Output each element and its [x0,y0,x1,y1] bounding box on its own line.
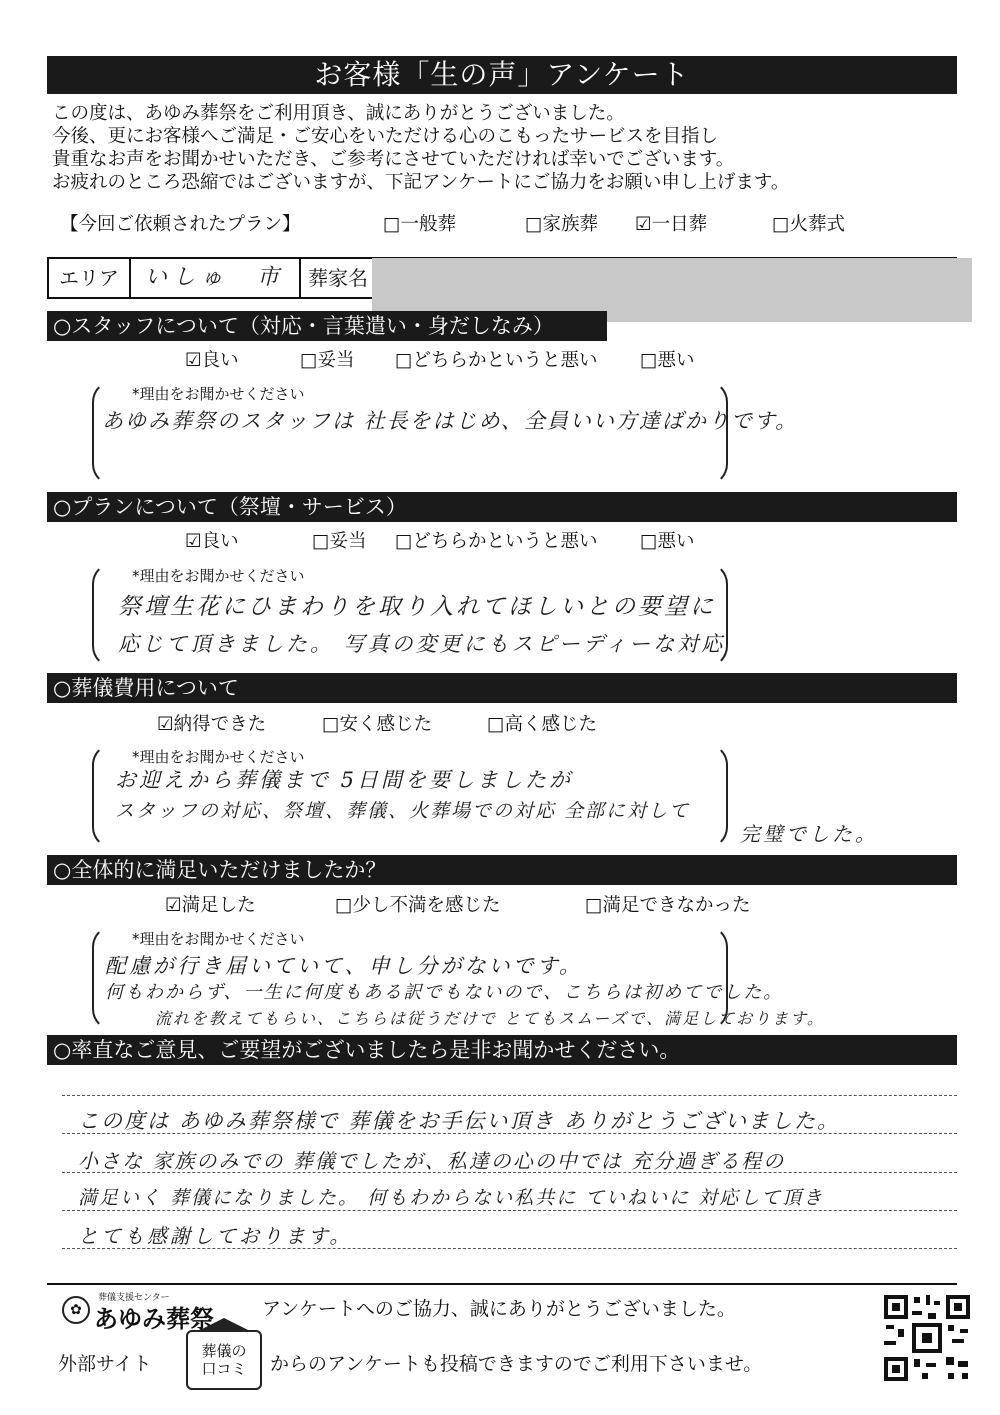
cost-answer-line[interactable]: 完璧でした。 [740,822,878,846]
intro-text [52,102,952,194]
plan-answer-line[interactable]: 祭壇生花にひまわりを取り入れてほしいとの要望に [118,594,716,620]
plan-selection [60,210,960,238]
kuchikomi-top: 葬儀の [201,1342,247,1360]
plan-label: 【今回ご依頼されたプラン】 [60,214,301,235]
section-heading-cost: ○葬儀費用について [47,673,957,703]
plan-reason-label: *理由をお聞かせください [132,567,305,585]
overall-option-satisfied[interactable]: ☑満足した [165,895,256,916]
plan-option-oneday[interactable]: ☑一日葬 [635,214,708,235]
staff-option-fair[interactable]: □妥当 [300,350,355,371]
overall-answer-line[interactable]: 何もわからず、一生に何度もある訳でもないので、こちらは初めてでした。 [105,982,784,1003]
overall-reason-label: *理由をお聞かせください [132,930,305,948]
external-site-text: からのアンケートも投稿できますのでご利用下さいませ。 [270,1353,763,1375]
logo-subtitle: 葬儀支援センター [98,1293,170,1303]
staff-option-good[interactable]: ☑良い [185,350,239,371]
plan-option-family[interactable]: □家族葬 [525,214,598,235]
opinion-answer-line[interactable]: とても感謝しております。 [78,1224,353,1248]
staff-option-somewhat-bad[interactable]: □どちらかというと悪い [395,350,598,371]
overall-answer-line[interactable]: 配慮が行き届いていて、申し分がないです。 [105,954,583,978]
opinion-rule [62,1095,957,1096]
area-label: エリア [49,259,131,297]
kuchikomi-logo[interactable] [186,1330,262,1390]
section-heading-overall: ○全体的に満足いただけましたか？ [47,855,957,885]
plan-option-cremation[interactable]: □火葬式 [772,214,845,235]
section-heading-plan: ○プランについて（祭壇・サービス） [47,492,957,522]
overall-options [0,891,1000,917]
intro-line: この度は、あゆみ葬祭をご利用頂き、誠にありがとうございました。 [52,103,625,124]
intro-line: 貴重なお声をお聞かせいただき、ご参考にさせていただければ幸いでございます。 [52,149,735,170]
plan-option-bad[interactable]: □悪い [640,531,695,552]
cost-options [0,710,1000,736]
footer-divider [47,1283,957,1285]
section-heading-opinion: ○率直なご意見、ご要望がございましたら是非お聞かせください。 [47,1035,957,1065]
section-heading-staff: ○スタッフについて（対応・言葉遣い・身だしなみ） [47,311,607,341]
staff-reason-label: *理由をお聞かせください [132,385,305,403]
kuchikomi-bottom: 口コミ [201,1360,247,1378]
cost-option-expensive[interactable]: □高く感じた [487,714,597,735]
plan-answer-line[interactable]: 応じて頂きました。 写真の変更にもスピーディーな対応 [118,632,726,656]
overall-option-slightly-unsatisfied[interactable]: □少し不満を感じた [335,895,501,916]
intro-line: 今後、更にお客様へご満足・ご安心をいただける心のこもったサービスを目指し [52,126,719,147]
house-roof-icon [196,1318,252,1332]
intro-line: お疲れのところ恐縮ではございますが、下記アンケートにご協力をお願い申し上げます。 [52,172,790,193]
cost-answer-line[interactable]: お迎えから葬儀まで 5日間を要しましたが [115,768,574,792]
overall-option-unsatisfied[interactable]: □満足できなかった [585,895,751,916]
plan-options [0,527,1000,553]
cost-option-satisfied[interactable]: ☑納得できた [157,714,267,735]
area-value[interactable]: いしゅ 市 [131,259,301,297]
qr-code-icon[interactable] [882,1293,972,1383]
flower-logo-icon: ✿ [62,1296,90,1324]
external-site-label: 外部サイト [58,1353,152,1375]
plan-option-fair[interactable]: □妥当 [312,531,367,552]
opinion-answer-line[interactable]: 小さな 家族のみでの 葬儀でしたが、私達の心の中では 充分過ぎる程の [78,1149,786,1173]
staff-answer-line[interactable]: あゆみ葬祭のスタッフは 社長をはじめ、全員いい方達ばかりです。 [102,409,799,433]
cost-reason-label: *理由をお聞かせください [132,748,305,766]
overall-answer-line[interactable]: 流れを教えてもらい、こちらは従うだけで とてもスムーズで、満足しております。 [155,1009,825,1028]
plan-option-good[interactable]: ☑良い [185,531,239,552]
logo-name: あゆみ葬祭 [94,1305,214,1333]
opinion-rule [62,1210,957,1211]
survey-title: お客様「生の声」アンケート [47,56,957,94]
plan-option-somewhat-bad[interactable]: □どちらかというと悪い [395,531,598,552]
opinion-answer-line[interactable]: この度は あゆみ葬祭様で 葬儀をお手伝い頂き ありがとうございました。 [78,1109,841,1133]
opinion-answer-line[interactable]: 満足いく 葬儀になりました。 何もわからない私共に ていねいに 対応して頂き [78,1187,825,1209]
staff-option-bad[interactable]: □悪い [640,350,695,371]
staff-options [0,346,1000,372]
cost-option-cheap[interactable]: □安く感じた [322,714,432,735]
footer-thanks: アンケートへのご協力、誠にありがとうございました。 [262,1298,736,1320]
plan-option-general[interactable]: □一般葬 [383,214,456,235]
family-name-label: 葬家名 [308,266,368,290]
cost-answer-line[interactable]: スタッフの対応、祭壇、葬儀、火葬場での対応 全部に対して [115,800,691,822]
